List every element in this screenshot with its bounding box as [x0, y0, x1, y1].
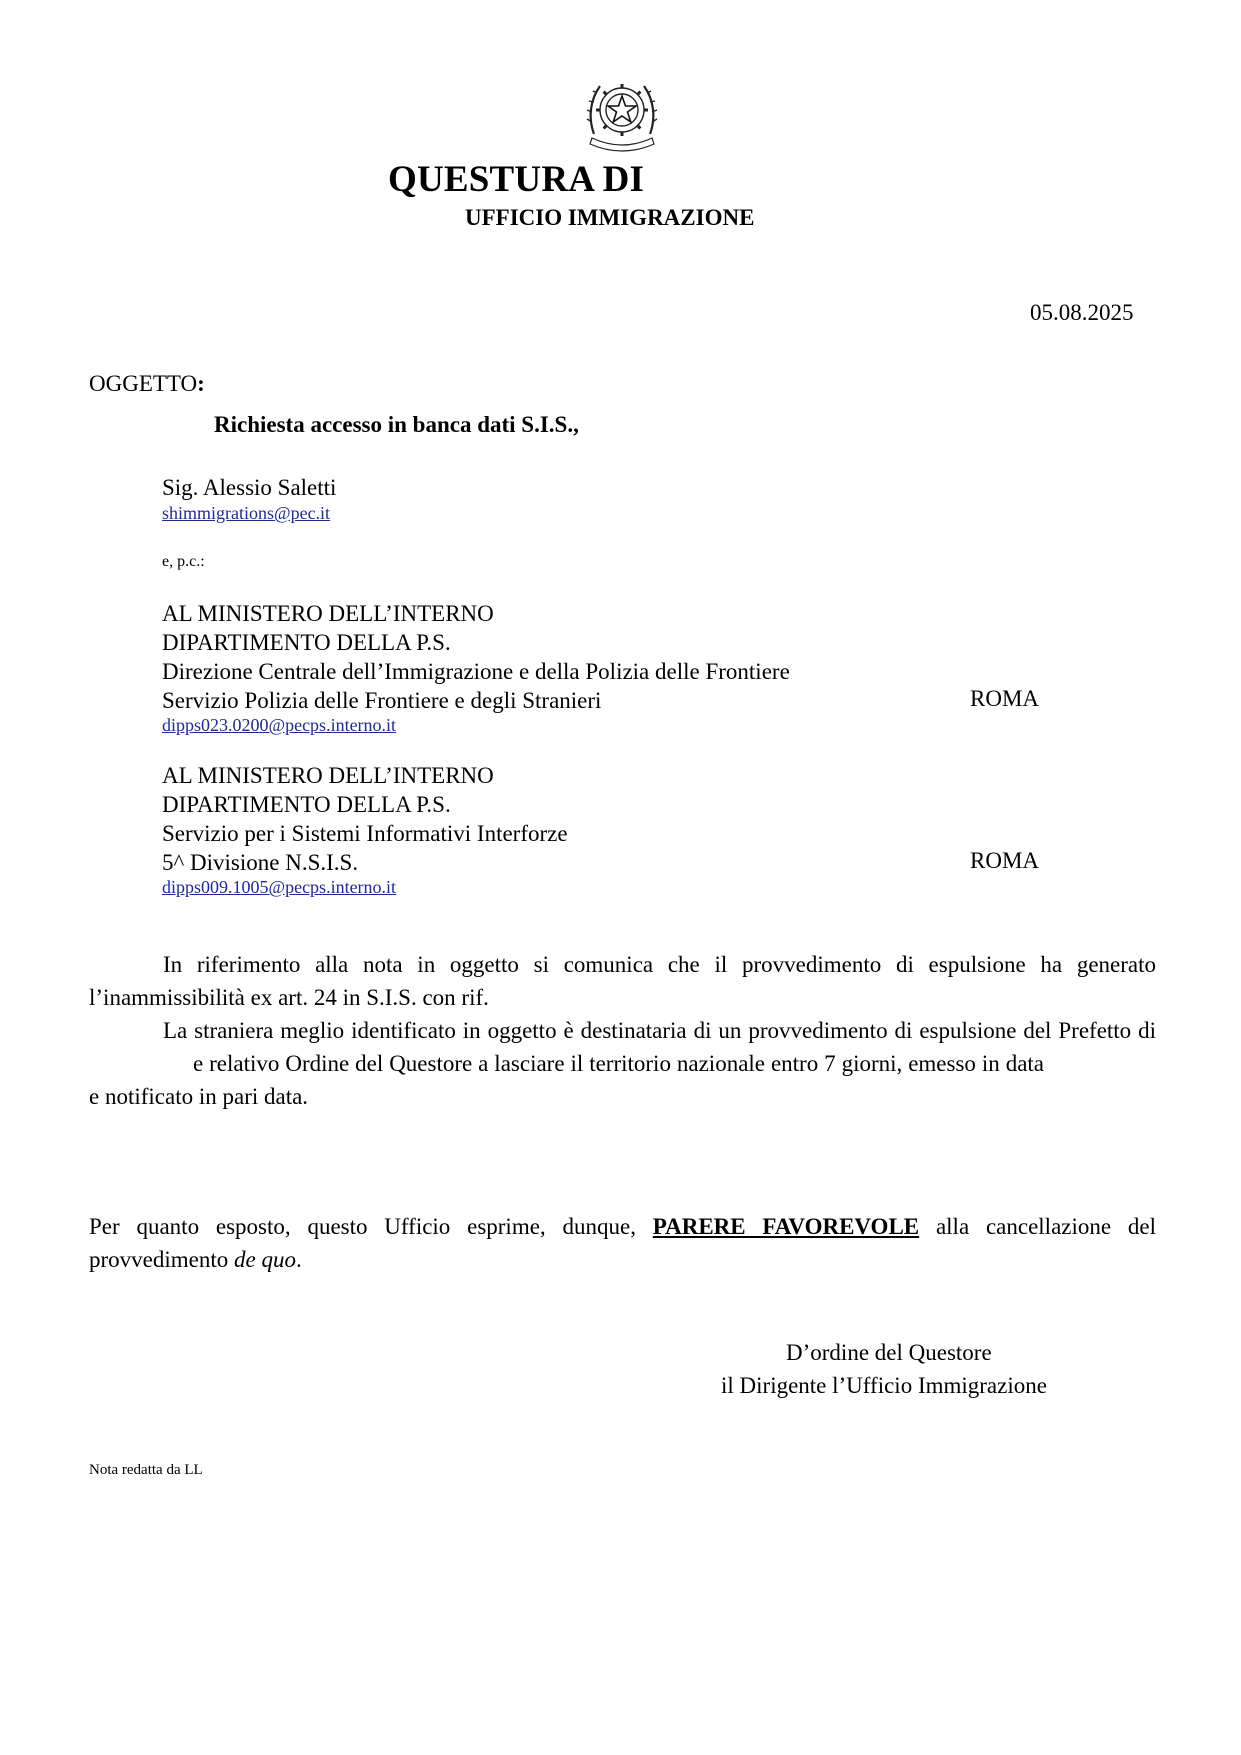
- cc-recipient-line: Servizio per i Sistemi Informativi Interforze: [162, 821, 568, 846]
- cc-recipient-line: 5^ Divisione N.S.I.S.: [162, 850, 359, 875]
- cc-recipient-email-link[interactable]: dipps009.1005@pecps.interno.it: [162, 877, 397, 897]
- conclusion-paragraph: Per quanto esposto, questo Ufficio esprime, dunque, PARERE FAVOREVOLE alla cancellazione del provvedimento de quo.: [89, 1214, 1157, 1272]
- cc-recipient-city: ROMA: [970, 686, 1040, 711]
- signature-line-2: il Dirigente l’Ufficio Immigrazione: [721, 1373, 1047, 1398]
- body-paragraph-2: La straniera meglio identificato in oggetto è destinataria di un provvedimento di espulsione del Prefetto die relativo Ordine del Questore a lasciare il territorio nazionale entro 7 giorni, emesso in datae notificato in pari data.: [89, 1018, 1156, 1109]
- cc-recipient-line: Servizio Polizia delle Frontiere e degli Stranieri: [162, 688, 602, 713]
- cc-recipient-line: AL MINISTERO DELL’INTERNO: [162, 601, 494, 626]
- cc-recipient-block: [162, 599, 790, 715]
- recipient-name: Sig. Alessio Saletti: [162, 475, 337, 500]
- office-subtitle: UFFICIO IMMIGRAZIONE: [465, 205, 755, 230]
- office-title: QUESTURA DI: [388, 159, 645, 200]
- subject-text: Richiesta accesso in banca dati S.I.S.,: [214, 412, 579, 437]
- body-paragraphs: [89, 948, 1156, 1113]
- document-date: 05.08.2025: [1030, 300, 1134, 325]
- footnote: Nota redatta da LL: [89, 1462, 203, 1478]
- cc-recipient-line: DIPARTIMENTO DELLA P.S.: [162, 792, 451, 817]
- cc-recipient-line: Direzione Centrale dell’Immigrazione e della Polizia delle Frontiere: [162, 659, 790, 684]
- cc-label: e, p.c.:: [162, 553, 205, 570]
- cc-recipient-block: [162, 761, 568, 877]
- cc-recipient-line: AL MINISTERO DELL’INTERNO: [162, 763, 494, 788]
- cc-recipient-line: DIPARTIMENTO DELLA P.S.: [162, 630, 451, 655]
- body-paragraph-1: In riferimento alla nota in oggetto si comunica che il provvedimento di espulsione ha generato l’inammissibilità ex art. 24 in S.I.S. con rif.: [89, 952, 1156, 1010]
- signature-line-1: D’ordine del Questore: [786, 1340, 992, 1365]
- recipient-email-link[interactable]: shimmigrations@pec.it: [162, 503, 331, 523]
- republic-emblem-icon: [584, 74, 660, 154]
- cc-recipient-email-link[interactable]: dipps023.0200@pecps.interno.it: [162, 715, 397, 735]
- subject-label: OGGETTO:: [89, 371, 205, 396]
- cc-recipient-city: ROMA: [970, 848, 1040, 873]
- favorable-opinion: PARERE FAVOREVOLE: [652, 1214, 920, 1239]
